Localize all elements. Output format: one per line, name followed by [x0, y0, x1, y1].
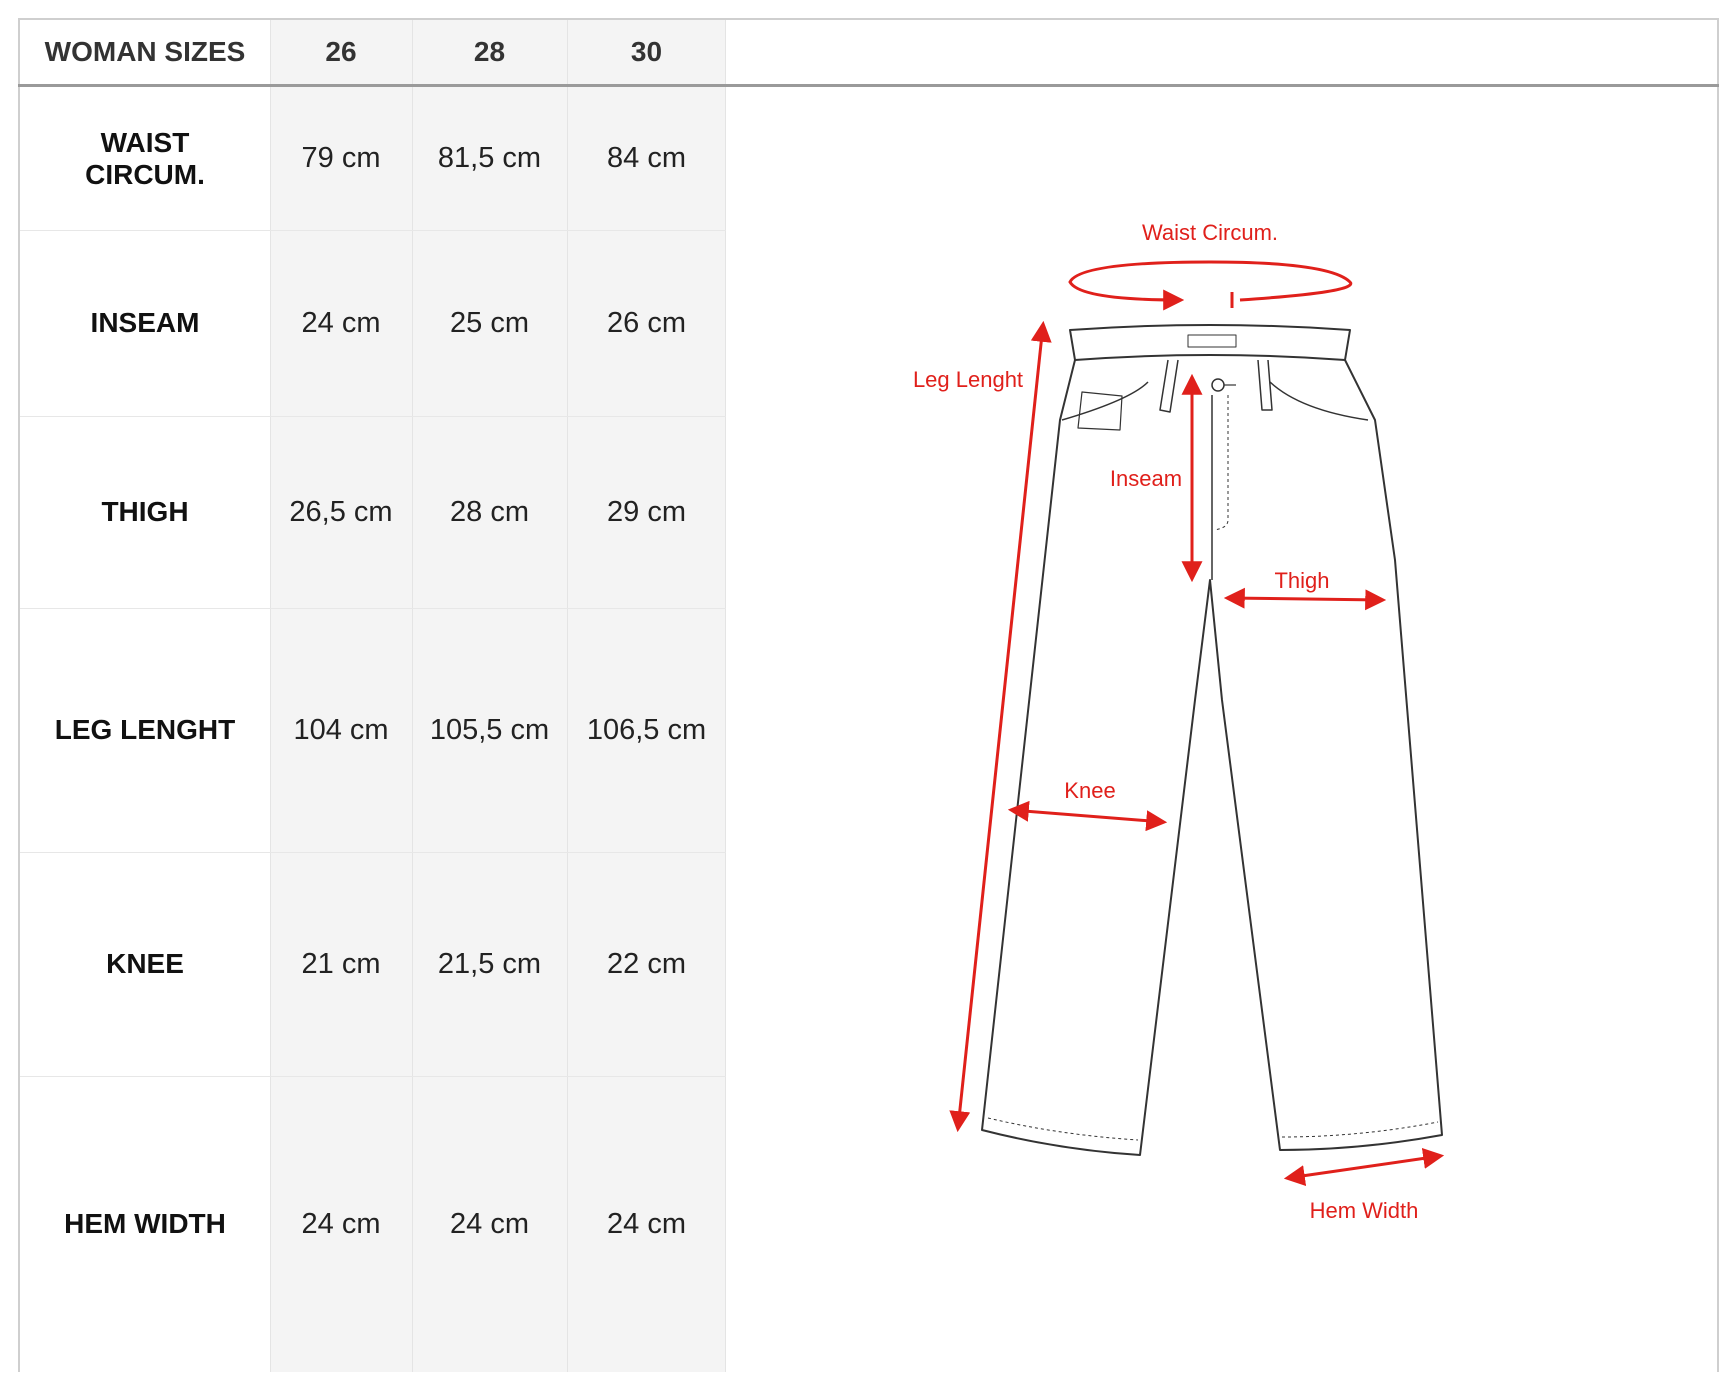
value-thigh-28: 28 cm [450, 495, 529, 528]
hem-width-arrow [1288, 1156, 1440, 1178]
waist-circum-label: Waist Circum. [1141, 220, 1279, 245]
table-header-label: WOMAN SIZES [44, 36, 246, 67]
value-inseam-28: 25 cm [450, 306, 529, 339]
row-label-hem-width: HEM WIDTH [64, 1208, 226, 1239]
knee-arrow [1012, 810, 1163, 822]
value-hem-28: 24 cm [450, 1207, 529, 1240]
button [1212, 379, 1224, 391]
hem-width-label: Hem Width [1309, 1198, 1419, 1223]
size-header-30: 30 [630, 36, 663, 67]
value-knee-30: 22 cm [607, 947, 686, 980]
waist-ellipse [1070, 262, 1351, 300]
value-thigh-26: 26,5 cm [289, 495, 393, 528]
value-waist-28: 81,5 cm [437, 142, 542, 174]
right-hem-stitch [1282, 1122, 1438, 1137]
measurement-guides [958, 262, 1440, 1178]
row-label-waist: WAIST CIRCUM. [85, 126, 205, 190]
belt-loop-right [1258, 360, 1272, 410]
thigh-label: Thigh [1274, 568, 1330, 593]
belt-loop-left [1160, 360, 1178, 412]
value-waist-26: 79 cm [301, 142, 381, 174]
size-header-28: 28 [473, 36, 506, 67]
leg-length-label: Leg Lenght [912, 367, 1024, 392]
value-leg-28: 105,5 cm [429, 713, 550, 746]
value-waist-30: 84 cm [607, 142, 686, 174]
leg-length-arrow [958, 325, 1043, 1128]
value-leg-30: 106,5 cm [586, 713, 707, 746]
fly-stitch [1214, 395, 1228, 530]
value-thigh-30: 29 cm [607, 495, 686, 528]
left-pocket [1062, 382, 1148, 420]
left-coin-pocket [1078, 392, 1122, 430]
row-label-leg-length: LEG LENGHT [54, 714, 236, 745]
right-pocket [1270, 382, 1368, 420]
label-tag [1188, 335, 1236, 347]
value-leg-26: 104 cm [293, 713, 389, 746]
row-label-thigh: THIGH [101, 496, 189, 527]
row-label-knee: KNEE [106, 948, 184, 979]
pants-outline [982, 325, 1442, 1155]
row-label-inseam: INSEAM [90, 307, 200, 338]
value-hem-30: 24 cm [607, 1207, 686, 1240]
value-inseam-26: 24 cm [301, 306, 381, 339]
waistband [1070, 325, 1350, 360]
knee-label: Knee [1064, 778, 1116, 803]
value-knee-28: 21,5 cm [437, 947, 542, 980]
inseam-label: Inseam [1109, 466, 1183, 491]
value-knee-26: 21 cm [301, 947, 381, 980]
value-hem-26: 24 cm [301, 1207, 381, 1240]
value-inseam-30: 26 cm [607, 306, 686, 339]
size-header-26: 26 [325, 36, 357, 67]
thigh-arrow [1228, 598, 1382, 600]
